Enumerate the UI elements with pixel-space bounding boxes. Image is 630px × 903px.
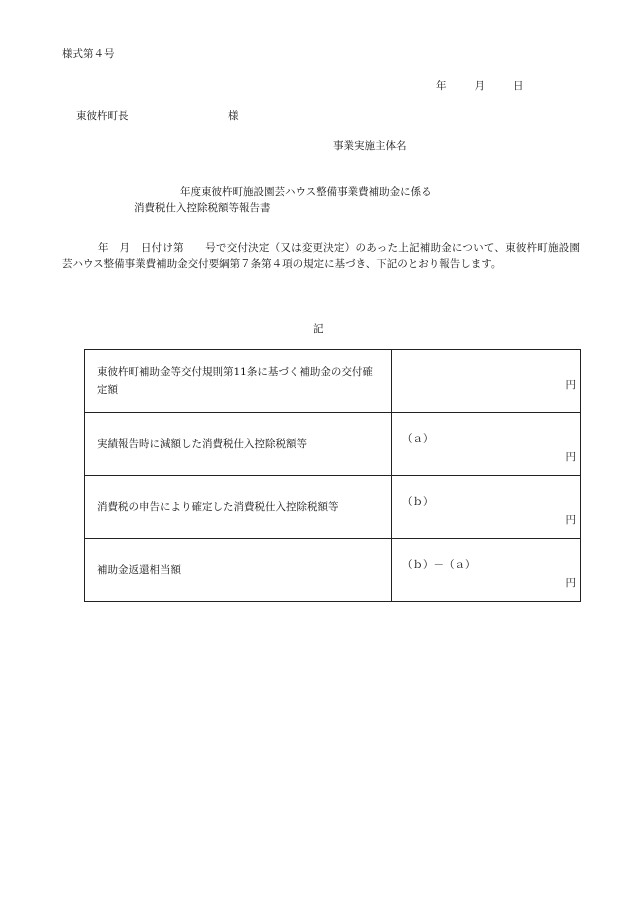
row-unit: 円 [565,514,576,526]
row-unit: 円 [565,577,576,589]
table-row [85,539,581,602]
row-value [392,476,581,539]
row-formula: （ｂ）－（ａ） [402,559,476,571]
row-label: 消費税の申告により確定した消費税仕入控除税額等 [85,476,392,539]
implementer-label: 事業実施主体名 [333,140,407,152]
table-row [85,413,581,476]
row-label: 補助金返還相当額 [85,539,392,602]
addressee-name: 東彼杵町長 [76,110,129,122]
row-value [392,539,581,602]
date-line [436,78,524,93]
table-row [85,350,581,413]
document-title-line2: 消費税仕入控除税額等報告書 [134,202,271,214]
body-paragraph: 年 月 日付け第 号で交付決定（又は変更決定）のあった上記補助金について、東彼杵町施設園芸ハウス整備事業費補助金交付要綱第７条第４項の規定に基づき、下記のとおり報告します。 [62,242,580,270]
date-day: 日 [513,80,524,92]
table-row [85,476,581,539]
row-label: 実績報告時に減額した消費税仕入控除税額等 [85,413,392,476]
form-number: 様式第４号 [62,48,115,60]
addressee-honorific: 様 [228,110,239,122]
report-table [84,349,581,602]
ki-heading: 記 [313,323,324,335]
row-label: 東彼杵町補助金等交付規則第11条に基づく補助金の交付確定額 [85,350,392,413]
row-unit: 円 [565,379,576,391]
row-value [392,413,581,476]
row-value [392,350,581,413]
document-title-line1: 年度東彼杵町施設園芸ハウス整備事業費補助金に係る [180,186,432,198]
row-unit: 円 [565,451,576,463]
date-year: 年 [436,80,447,92]
row-formula: （ａ） [402,433,434,445]
date-month: 月 [474,80,485,92]
row-formula: （ｂ） [402,496,434,508]
